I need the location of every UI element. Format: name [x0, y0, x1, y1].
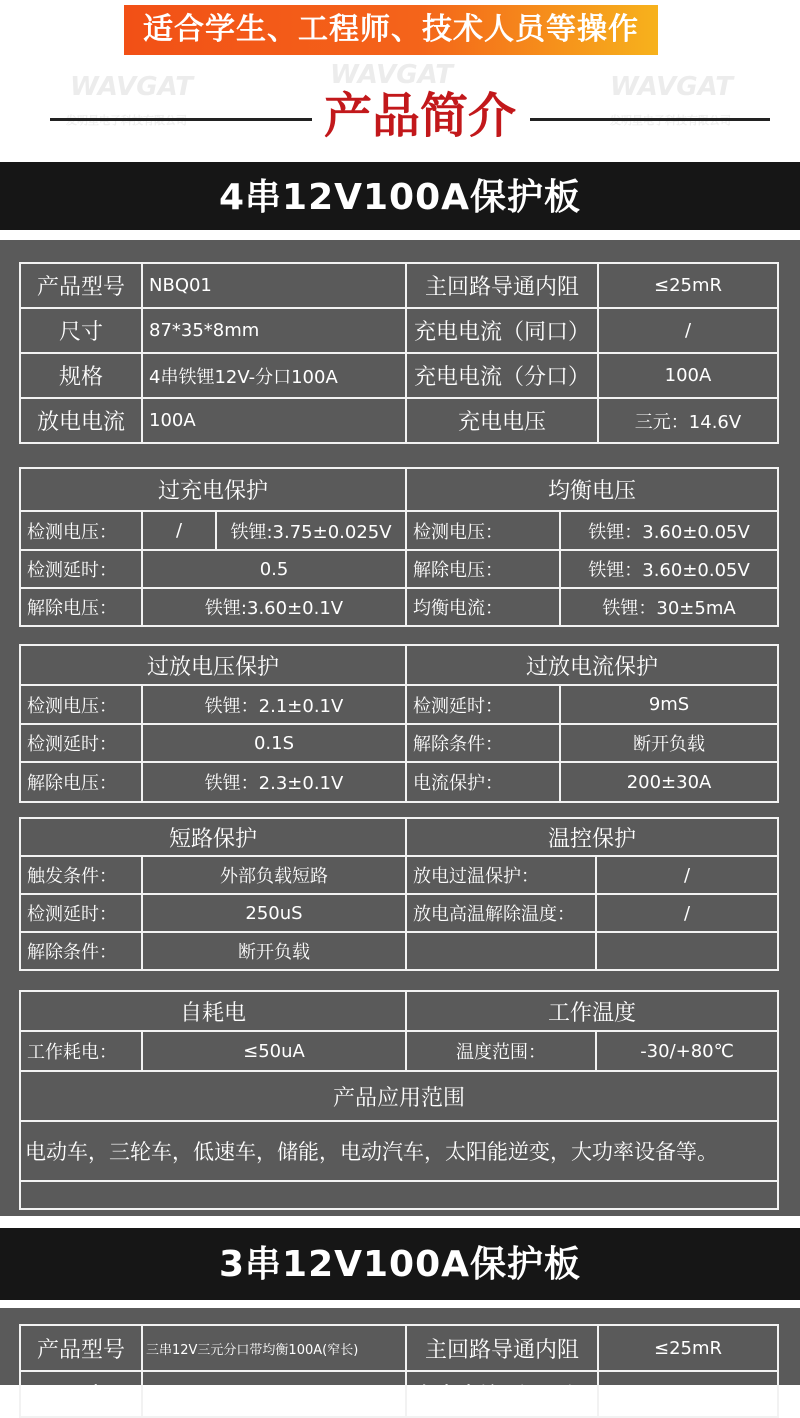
cell-value: 0.1S: [142, 724, 406, 762]
table-row: [20, 1031, 778, 1071]
misc-table: [19, 990, 779, 1210]
section-title: 均衡电压: [406, 468, 778, 511]
table-row: [20, 468, 778, 511]
cell-label: 检测电压：: [20, 511, 142, 550]
cell-value: 9mS: [560, 685, 778, 724]
spec-value: [142, 1371, 406, 1417]
cell-label: 放电过温保护：: [406, 856, 596, 894]
cell-value: 铁锂:3.75±0.025V: [216, 511, 406, 550]
cell-label: 检测延时：: [406, 685, 560, 724]
table-row: [20, 1071, 778, 1121]
table-row: [20, 894, 778, 932]
spec-label: 充电电流（分口）: [406, 353, 598, 398]
tagline-banner: 适合学生、工程师、技术人员等操作: [124, 5, 658, 55]
spec-label: 充电电流（同口）: [406, 308, 598, 353]
cell-label: 检测电压：: [20, 685, 142, 724]
section-title: 过放电流保护: [406, 645, 778, 685]
spec-value: 三元：14.6V: [598, 398, 778, 443]
cell-value: 250uS: [142, 894, 406, 932]
cell-value: ≤50uA: [142, 1031, 406, 1071]
table-row: [20, 1325, 778, 1371]
spec-value: 87*35*8mm: [142, 308, 406, 353]
intro-title: 产品简介: [323, 88, 516, 144]
table-row: [20, 724, 778, 762]
divider: [0, 1216, 800, 1228]
spec-label: 尺寸: [20, 1371, 142, 1417]
spec-label: 规格: [20, 353, 142, 398]
cell-label: 检测延时：: [20, 724, 142, 762]
table-row: [20, 588, 778, 626]
application-text: 电动车，三轮车，低速车，储能，电动汽车，太阳能逆变，大功率设备等。: [20, 1121, 778, 1181]
table-row: [20, 308, 778, 353]
overdischarge-table: [19, 644, 779, 803]
cell-label: 解除电压：: [20, 762, 142, 802]
empty-cell: [406, 932, 596, 970]
short-temp-table: [19, 817, 779, 971]
product1-spec-table: [19, 262, 779, 444]
spec-value: 100A: [598, 353, 778, 398]
empty-cell: [20, 1181, 778, 1209]
product2-spec-table: [19, 1324, 779, 1418]
spec-value: 三串12V三元分口带均衡100A(窄长): [142, 1325, 406, 1371]
cell-label: 解除电压：: [406, 550, 560, 588]
section-title: 温控保护: [406, 818, 778, 856]
spec-label: 放电电流: [20, 398, 142, 443]
section-title: 产品应用范围: [20, 1071, 778, 1121]
cell-label: 均衡电流：: [406, 588, 560, 626]
spec-label: 尺寸: [20, 308, 142, 353]
cell-value: 铁锂：2.1±0.1V: [142, 685, 406, 724]
cell-value: /: [142, 511, 216, 550]
cell-label: 检测电压：: [406, 511, 560, 550]
section-title: 工作温度: [406, 991, 778, 1031]
spec-value: 100A: [142, 398, 406, 443]
watermark-logo: WAVGAT: [70, 72, 193, 102]
spec-label: 主回路导通内阻: [406, 1325, 598, 1371]
cell-value: /: [596, 856, 778, 894]
table-row: [20, 511, 778, 550]
cell-value: 铁锂：3.60±0.05V: [560, 550, 778, 588]
table-row: [20, 398, 778, 443]
cell-value: /: [596, 894, 778, 932]
cell-label: 检测延时：: [20, 550, 142, 588]
cell-value: 外部负载短路: [142, 856, 406, 894]
table-row: [20, 991, 778, 1031]
table-row: [20, 1371, 778, 1417]
table-row: [20, 550, 778, 588]
section-title: 自耗电: [20, 991, 406, 1031]
cell-label: 温度范围：: [406, 1031, 596, 1071]
section-title: 过充电保护: [20, 468, 406, 511]
cell-label: 检测延时：: [20, 894, 142, 932]
spec-value: ≤25mR: [598, 263, 778, 308]
watermark-logo: WAVGAT: [330, 60, 453, 90]
cell-value: 断开负载: [560, 724, 778, 762]
cell-label: 电流保护：: [406, 762, 560, 802]
cell-label: 解除条件：: [406, 724, 560, 762]
cell-label: 触发条件：: [20, 856, 142, 894]
tagline-section: [0, 0, 800, 60]
spec-label: 主回路导通内阻: [406, 263, 598, 308]
title-rule-left: [50, 118, 312, 121]
cell-value: 铁锂：3.60±0.05V: [560, 511, 778, 550]
intro-section: [0, 60, 800, 162]
spec-value: /: [598, 308, 778, 353]
cell-value: 0.5: [142, 550, 406, 588]
product1-banner: 4串12V100A保护板: [0, 162, 800, 230]
table-row: [20, 932, 778, 970]
table-row: [20, 1121, 778, 1181]
spec-value: 4串铁锂12V-分口100A: [142, 353, 406, 398]
watermark-logo: WAVGAT: [610, 72, 733, 102]
cell-value: -30/+80℃: [596, 1031, 778, 1071]
table-row: [20, 263, 778, 308]
empty-cell: [596, 932, 778, 970]
table-row: [20, 818, 778, 856]
title-rule-right: [530, 118, 770, 121]
spec-value: /: [598, 1371, 778, 1417]
table-row: [20, 353, 778, 398]
table-row: [20, 762, 778, 802]
cell-value: 铁锂：2.3±0.1V: [142, 762, 406, 802]
spec-label: 充电电流（同口）: [406, 1371, 598, 1417]
cell-label: 解除条件：: [20, 932, 142, 970]
table-row: [20, 685, 778, 724]
spec-label: 产品型号: [20, 263, 142, 308]
cell-value: 铁锂：30±5mA: [560, 588, 778, 626]
product2-banner: 3串12V100A保护板: [0, 1228, 800, 1300]
spec-value: NBQ01: [142, 263, 406, 308]
table-row: [20, 1181, 778, 1209]
table-row: [20, 856, 778, 894]
cell-label: 解除电压：: [20, 588, 142, 626]
table-row: [20, 645, 778, 685]
cell-value: 断开负载: [142, 932, 406, 970]
spec-label: 充电电压: [406, 398, 598, 443]
overcharge-balance-table: [19, 467, 779, 627]
spec-value: ≤25mR: [598, 1325, 778, 1371]
cell-label: 工作耗电：: [20, 1031, 142, 1071]
section-title: 短路保护: [20, 818, 406, 856]
cell-value: 铁锂:3.60±0.1V: [142, 588, 406, 626]
spec-label: 产品型号: [20, 1325, 142, 1371]
cell-label: 放电高温解除温度：: [406, 894, 596, 932]
section-title: 过放电压保护: [20, 645, 406, 685]
divider: [0, 230, 800, 240]
divider: [0, 1300, 800, 1308]
cell-value: 200±30A: [560, 762, 778, 802]
